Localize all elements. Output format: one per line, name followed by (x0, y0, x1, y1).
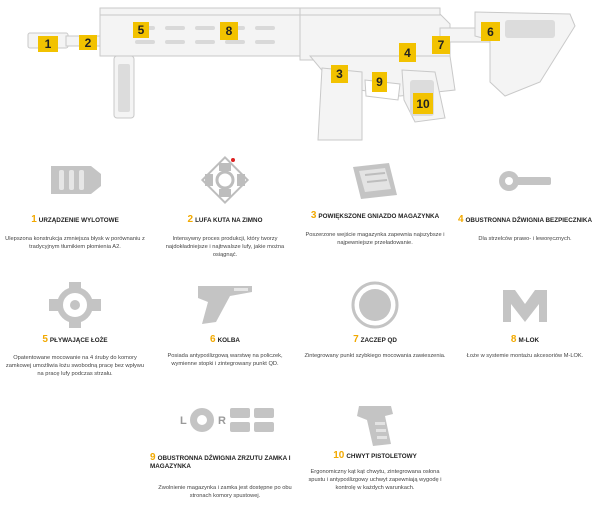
feature-qd-mount (300, 280, 450, 390)
feature-ambi-controls (150, 400, 300, 515)
callout-badge-4: 4 (399, 43, 416, 62)
floating-rail-icon (45, 280, 105, 330)
feature-number: 10 (333, 450, 345, 461)
feature-safety-selector (450, 155, 600, 265)
feature-title: URZĄDZENIE WYLOTOWE (38, 217, 119, 224)
feature-muzzle-device (0, 155, 150, 265)
stock-icon (190, 280, 260, 330)
callout-badge-2: 2 (79, 35, 97, 50)
callout-badge-5: 5 (133, 22, 149, 38)
magwell-icon (345, 155, 405, 205)
feature-description: Opatentowane mocowanie na 4 śruby do komory zamkowej umożliwia łożu swobodną pracę bez wpływu na pracę lufy podczas strzału. (5, 355, 145, 378)
feature-number: 8 (510, 334, 517, 345)
feature-pistol-grip (300, 400, 450, 515)
feature-description: Dla strzelców prawo- i leworęcznych. (478, 236, 572, 242)
feature-floating-rail (0, 280, 150, 390)
right-letter: R (218, 415, 226, 427)
feature-description: Ulepszona konstrukcja zmniejsza błysk w porównaniu z tradycyjnym tłumikiem płomienia A2. (5, 236, 145, 251)
feature-description: Zwolnienie magazynka i zamka jest dostępne po obu stronach komory spustowej. (158, 485, 292, 500)
feature-magwell (300, 155, 450, 265)
feature-title: CHWYT PISTOLETOWY (346, 453, 417, 460)
feature-description: Łoże w systemie montażu akcesoriów M-LOK. (466, 353, 584, 359)
feature-description: Posiada antypoślizgową warstwę na policzek, wymienne stopki i zintegrowany punkt QD. (167, 353, 283, 368)
feature-number: 5 (42, 334, 48, 345)
feature-description: Ergonomiczny kąt kąt chwytu, zintegrowana osłona spustu i antypoślizgowy uchwyt zapewniają wygodę i kontrolę w każdych warunkach. (308, 469, 442, 492)
callout-badge-3: 3 (331, 65, 348, 83)
ambi-controls-icon (170, 400, 280, 446)
feature-number: 7 (353, 334, 359, 345)
feature-title: KOLBA (217, 337, 240, 344)
feature-title: M-LOK (518, 337, 540, 344)
feature-number: 4 (457, 214, 464, 225)
callout-badge-8: 8 (220, 22, 238, 40)
feature-title: PŁYWAJĄCE ŁOŻE (49, 337, 108, 344)
feature-title: OBUSTRONNA DŹWIGNIA BEZPIECZNIKA (465, 217, 593, 224)
feature-title: LUFA KUTA NA ZIMNO (195, 217, 263, 224)
left-letter: L (180, 415, 187, 427)
callout-badge-10: 10 (413, 93, 433, 114)
feature-stock (150, 280, 300, 390)
feature-description: Zintegrowany punkt szybkiego mocowania zawieszenia. (304, 353, 446, 359)
callout-badge-6: 6 (481, 22, 500, 41)
m-lok-icon (495, 280, 555, 330)
feature-number: 6 (210, 334, 216, 345)
feature-title: POWIĘKSZONE GNIAZDO MAGAZYNKA (318, 213, 440, 220)
rifle-illustration (0, 0, 600, 150)
callout-badge-1: 1 (38, 36, 58, 52)
feature-number: 9 (150, 452, 156, 463)
muzzle-device-icon (45, 160, 105, 200)
pistol-grip-icon (345, 400, 405, 448)
rifle-icon (0, 0, 600, 150)
safety-selector-icon (495, 163, 555, 203)
cold-forged-barrel-icon (195, 155, 255, 205)
callout-badge-9: 9 (372, 72, 387, 92)
callout-badge-7: 7 (432, 36, 450, 54)
feature-m-lok (450, 280, 600, 390)
qd-mount-icon (345, 280, 405, 330)
feature-title: OBUSTRONNA DŹWIGNIA ZRZUTU ZAMKA I MAGAZYNKA (150, 455, 291, 470)
feature-title: ZACZEP QD (360, 337, 397, 344)
feature-description: Poszerzone wejście magazynka zapewnia najszybsze i najpewniejsze przeładowanie. (305, 232, 445, 247)
feature-number: 1 (31, 214, 37, 225)
feature-description: Intensywny proces produkcji, który tworzy najdokładniejsze i najtrwalsze lufy, jakie można osiągnąć. (165, 236, 285, 259)
feature-cold-forged-barrel (150, 155, 300, 265)
feature-number: 2 (187, 214, 194, 225)
feature-number: 3 (310, 210, 317, 221)
